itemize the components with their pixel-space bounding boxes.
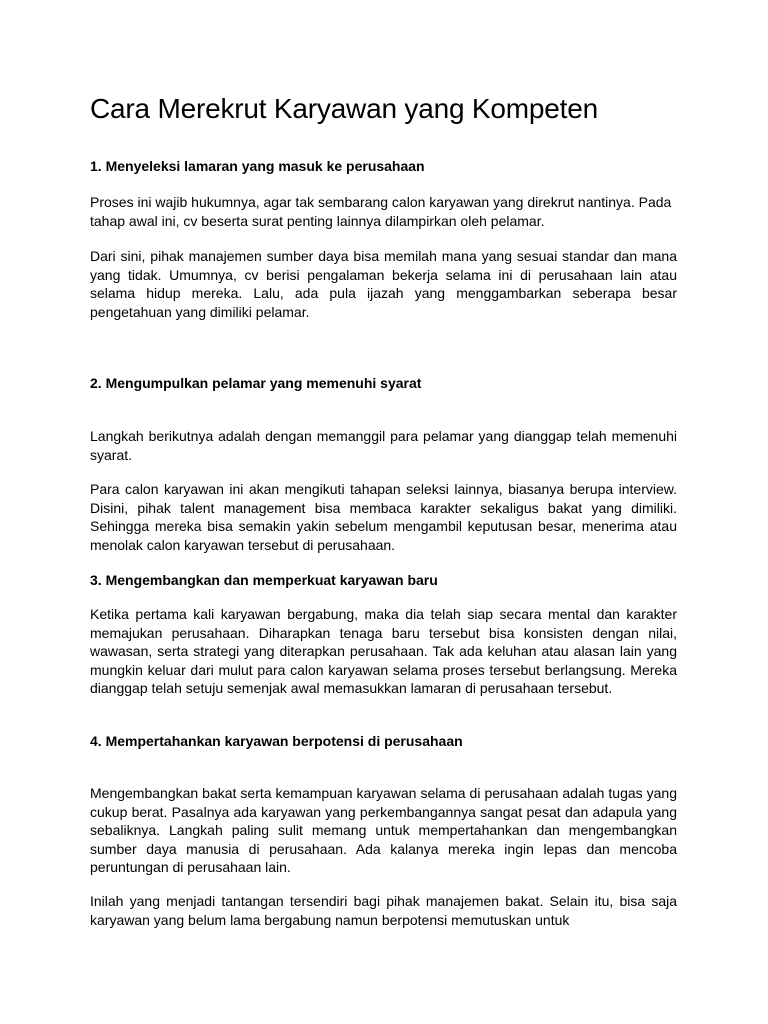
section-2-heading: 2. Mengumpulkan pelamar yang memenuhi syarat bbox=[90, 375, 422, 391]
section-4-paragraph-2: Inilah yang menjadi tantangan tersendiri bagi pihak manajemen bakat. Selain itu, bisa saja karyawan yang belum lama bergabung namun berpotensi memutuskan untuk bbox=[90, 893, 677, 928]
section-1-paragraph-1: Proses ini wajib hukumnya, agar tak sembarang calon karyawan yang direkrut nantinya. Pada tahap awal ini, cv beserta surat penting lainnya dilampirkan oleh pelamar. bbox=[90, 194, 672, 229]
section-1-paragraph-2: Dari sini, pihak manajemen sumber daya bisa memilah mana yang sesuai standar dan mana yang tidak. Umumnya, cv berisi pengalaman bekerja selama ini di perusahaan lain atau selama hidup mereka. Lalu, ada pula ijazah yang menggambarkan seberapa besar pengetahuan yang dimiliki pelamar. bbox=[90, 248, 677, 320]
section-2-paragraph-2: Para calon karyawan ini akan mengikuti tahapan seleksi lainnya, biasanya berupa interview. Disini, pihak talent management bisa membaca karakter sekaligus bakat yang dimiliki. Sehingga mereka bisa semakin yakin sebelum mengambil keputusan besar, menerima atau menolak calon karyawan tersebut di perusahaan. bbox=[90, 481, 677, 553]
section-3-heading: 3. Mengembangkan dan memperkuat karyawan baru bbox=[90, 572, 438, 588]
section-4-heading: 4. Mempertahankan karyawan berpotensi di perusahaan bbox=[90, 733, 463, 749]
document-title: Cara Merekrut Karyawan yang Kompeten bbox=[90, 93, 598, 124]
section-3-paragraph-1: Ketika pertama kali karyawan bergabung, maka dia telah siap secara mental dan karakter memajukan perusahaan. Diharapkan tenaga baru tersebut bisa konsisten dengan nilai, wawasan, serta strategi yang diterapkan perusahaan. Tak ada keluhan atau alasan lain yang mungkin keluar dari mulut para calon karyawan selama proses tersebut berlangsung. Mereka dianggap telah setuju semenjak awal memasukkan lamaran di perusahaan tersebut. bbox=[90, 606, 677, 696]
section-4-paragraph-1: Mengembangkan bakat serta kemampuan karyawan selama di perusahaan adalah tugas yang cukup berat. Pasalnya ada karyawan yang perkembangannya sangat pesat dan adapula yang sebaliknya. Langkah paling sulit memang untuk mempertahankan dan mengembangkan sumber daya manusia di perusahaan. Ada kalanya mereka ingin lepas dan mencoba peruntungan di perusahaan lain. bbox=[90, 785, 677, 875]
section-2-paragraph-1: Langkah berikutnya adalah dengan memanggil para pelamar yang dianggap telah memenuhi syarat. bbox=[90, 428, 677, 463]
section-1-heading: 1. Menyeleksi lamaran yang masuk ke perusahaan bbox=[90, 158, 425, 174]
